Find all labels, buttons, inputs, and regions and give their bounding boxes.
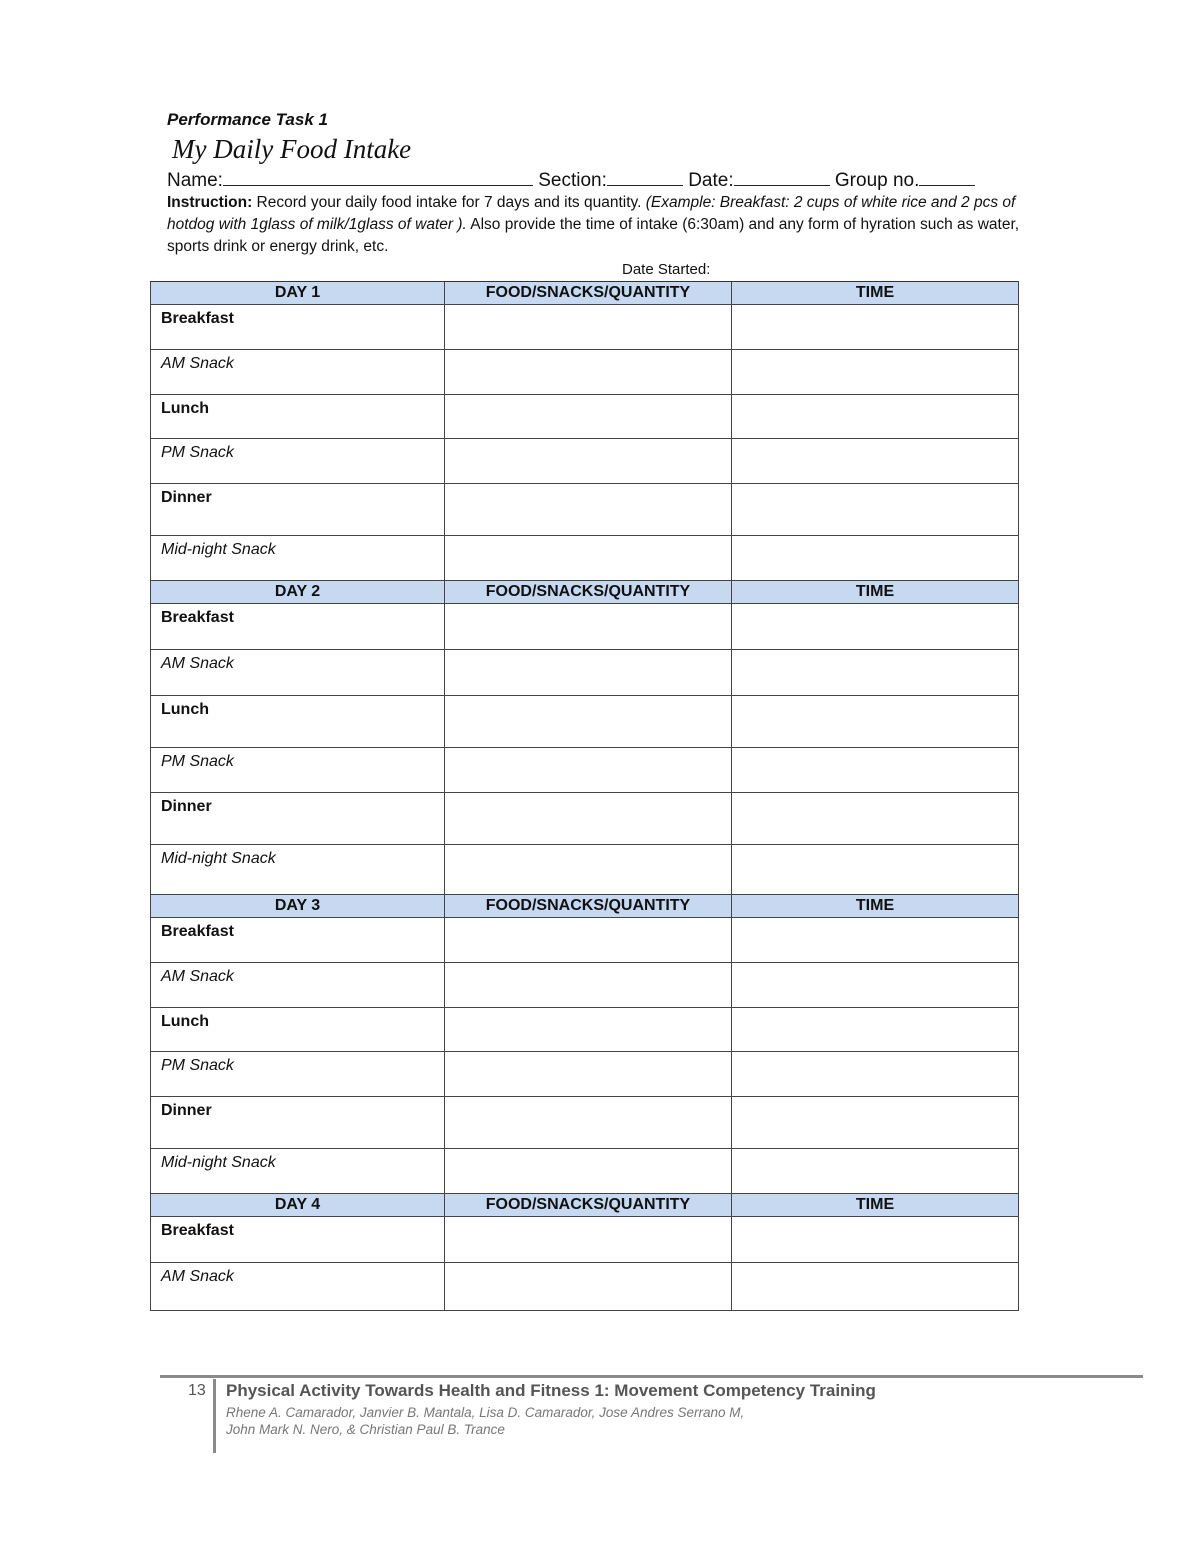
page-number: 13: [188, 1382, 206, 1399]
time-entry-cell[interactable]: [732, 305, 1019, 350]
name-label: Name:: [167, 170, 223, 191]
footer-authors: [226, 1404, 744, 1438]
date-label: Date:: [688, 170, 734, 191]
food-intake-table: [150, 281, 1019, 1311]
food-entry-cell[interactable]: [445, 305, 732, 350]
meal-label: Dinner: [161, 798, 212, 815]
meal-label: Breakfast: [161, 923, 234, 940]
meal-label: Breakfast: [161, 1222, 234, 1239]
meal-cell: [151, 650, 445, 696]
meal-row: [151, 793, 1019, 845]
section-blank[interactable]: [607, 167, 683, 186]
food-entry-cell[interactable]: [445, 604, 732, 650]
food-entry-cell[interactable]: [445, 1149, 732, 1194]
time-entry-cell[interactable]: [732, 918, 1019, 963]
time-entry-cell[interactable]: [732, 1097, 1019, 1149]
meal-row: [151, 918, 1019, 963]
time-entry-cell[interactable]: [732, 1052, 1019, 1097]
food-entry-cell[interactable]: [445, 1217, 732, 1263]
meal-cell: [151, 395, 445, 439]
meal-row: [151, 305, 1019, 350]
meal-cell: [151, 748, 445, 793]
food-entry-cell[interactable]: [445, 536, 732, 581]
meal-label: AM Snack: [161, 968, 234, 985]
food-column-header: FOOD/SNACKS/QUANTITY: [445, 581, 732, 604]
meal-row: [151, 1149, 1019, 1194]
time-entry-cell[interactable]: [732, 395, 1019, 439]
meal-row: [151, 650, 1019, 696]
meal-cell: [151, 963, 445, 1008]
meal-label: PM Snack: [161, 753, 234, 770]
time-entry-cell[interactable]: [732, 748, 1019, 793]
meal-label: AM Snack: [161, 655, 234, 672]
meal-label: AM Snack: [161, 355, 234, 372]
time-entry-cell[interactable]: [732, 845, 1019, 895]
meal-label: Mid-night Snack: [161, 1154, 276, 1171]
food-column-header: FOOD/SNACKS/QUANTITY: [445, 895, 732, 918]
instruction-body: Record your daily food intake for 7 days and its quantity.: [252, 194, 646, 211]
food-entry-cell[interactable]: [445, 963, 732, 1008]
day-label: DAY 4: [151, 1194, 445, 1217]
meal-cell: [151, 845, 445, 895]
day-label: DAY 2: [151, 581, 445, 604]
footer-authors-line-1: Rhene A. Camarador, Janvier B. Mantala, Lisa D. Camarador, Jose Andres Serrano M,: [226, 1405, 745, 1420]
meal-cell: [151, 1217, 445, 1263]
time-column-header: TIME: [732, 581, 1019, 604]
task-label: Performance Task 1: [167, 110, 328, 129]
meal-cell: [151, 696, 445, 748]
page-title: My Daily Food Intake: [172, 134, 412, 164]
food-entry-cell[interactable]: [445, 1052, 732, 1097]
food-entry-cell[interactable]: [445, 484, 732, 536]
day-label: DAY 3: [151, 895, 445, 918]
time-entry-cell[interactable]: [732, 696, 1019, 748]
meal-row: [151, 536, 1019, 581]
instruction-example: (Example: Breakfast: 2 cups of white rice and 2 pcs of hotdog with 1glass of milk/1glass of water ).: [167, 194, 1016, 233]
meal-row: [151, 1217, 1019, 1263]
meal-label: Lunch: [161, 701, 209, 718]
footer-authors-line-2: John Mark N. Nero, & Christian Paul B. Trance: [226, 1422, 505, 1437]
food-entry-cell[interactable]: [445, 1097, 732, 1149]
time-column-header: TIME: [732, 895, 1019, 918]
time-column-header: TIME: [732, 1194, 1019, 1217]
food-entry-cell[interactable]: [445, 918, 732, 963]
meal-cell: [151, 1052, 445, 1097]
meal-row: [151, 350, 1019, 395]
food-entry-cell[interactable]: [445, 350, 732, 395]
meal-label: Breakfast: [161, 609, 234, 626]
food-entry-cell[interactable]: [445, 793, 732, 845]
food-entry-cell[interactable]: [445, 1008, 732, 1052]
meal-label: Dinner: [161, 489, 212, 506]
meal-cell: [151, 604, 445, 650]
instruction-body-2: Also provide the time of intake (6:30am) and any form of hyration such as water, sports drink or energy drink, etc.: [167, 216, 1020, 255]
food-column-header: FOOD/SNACKS/QUANTITY: [445, 282, 732, 305]
meal-label: Mid-night Snack: [161, 850, 276, 867]
meal-cell: [151, 536, 445, 581]
meal-row: [151, 963, 1019, 1008]
date-blank[interactable]: [734, 167, 830, 186]
day-header-row: [151, 282, 1019, 305]
time-column-header: TIME: [732, 282, 1019, 305]
footer-rule: [160, 1375, 1143, 1378]
meal-label: AM Snack: [161, 1268, 234, 1285]
date-started-label: Date Started:: [622, 261, 711, 278]
food-entry-cell[interactable]: [445, 439, 732, 484]
instruction-label: Instruction:: [167, 194, 253, 211]
meal-cell: [151, 1149, 445, 1194]
meal-row: [151, 845, 1019, 895]
meal-label: Breakfast: [161, 310, 234, 327]
food-entry-cell[interactable]: [445, 650, 732, 696]
group-label: Group no.: [834, 170, 920, 191]
meal-row: [151, 696, 1019, 748]
food-entry-cell[interactable]: [445, 696, 732, 748]
food-entry-cell[interactable]: [445, 845, 732, 895]
time-entry-cell[interactable]: [732, 1217, 1019, 1263]
meal-cell: [151, 305, 445, 350]
food-entry-cell[interactable]: [445, 748, 732, 793]
student-info-fields: [167, 167, 975, 192]
name-blank[interactable]: [223, 167, 533, 186]
meal-cell: [151, 439, 445, 484]
meal-cell: [151, 484, 445, 536]
meal-row: [151, 395, 1019, 439]
meal-row: [151, 1263, 1019, 1311]
meal-cell: [151, 350, 445, 395]
meal-cell: [151, 1263, 445, 1311]
footer-title: Physical Activity Towards Health and Fitness 1: Movement Competency Training: [226, 1381, 876, 1400]
food-entry-cell[interactable]: [445, 1263, 732, 1311]
group-blank[interactable]: [919, 167, 975, 186]
time-entry-cell[interactable]: [732, 536, 1019, 581]
time-entry-cell[interactable]: [732, 1149, 1019, 1194]
food-column-header: FOOD/SNACKS/QUANTITY: [445, 1194, 732, 1217]
meal-row: [151, 604, 1019, 650]
meal-label: Lunch: [161, 400, 209, 417]
time-entry-cell[interactable]: [732, 793, 1019, 845]
time-entry-cell[interactable]: [732, 650, 1019, 696]
food-entry-cell[interactable]: [445, 395, 732, 439]
footer-divider: [213, 1379, 216, 1453]
meal-row: [151, 748, 1019, 793]
section-label: Section:: [538, 170, 607, 191]
meal-row: [151, 1052, 1019, 1097]
day-label: DAY 1: [151, 282, 445, 305]
meal-row: [151, 484, 1019, 536]
meal-cell: [151, 918, 445, 963]
meal-cell: [151, 1097, 445, 1149]
meal-label: PM Snack: [161, 444, 234, 461]
day-header-row: [151, 581, 1019, 604]
meal-cell: [151, 1008, 445, 1052]
day-header-row: [151, 1194, 1019, 1217]
time-entry-cell[interactable]: [732, 1263, 1019, 1311]
time-entry-cell[interactable]: [732, 604, 1019, 650]
meal-row: [151, 439, 1019, 484]
day-header-row: [151, 895, 1019, 918]
time-entry-cell[interactable]: [732, 484, 1019, 536]
time-entry-cell[interactable]: [732, 350, 1019, 395]
meal-label: Mid-night Snack: [161, 541, 276, 558]
meal-row: [151, 1097, 1019, 1149]
meal-row: [151, 1008, 1019, 1052]
time-entry-cell[interactable]: [732, 963, 1019, 1008]
meal-label: PM Snack: [161, 1057, 234, 1074]
meal-label: Dinner: [161, 1102, 212, 1119]
instruction-text: [167, 192, 1027, 258]
meal-label: Lunch: [161, 1013, 209, 1030]
time-entry-cell[interactable]: [732, 439, 1019, 484]
time-entry-cell[interactable]: [732, 1008, 1019, 1052]
meal-cell: [151, 793, 445, 845]
